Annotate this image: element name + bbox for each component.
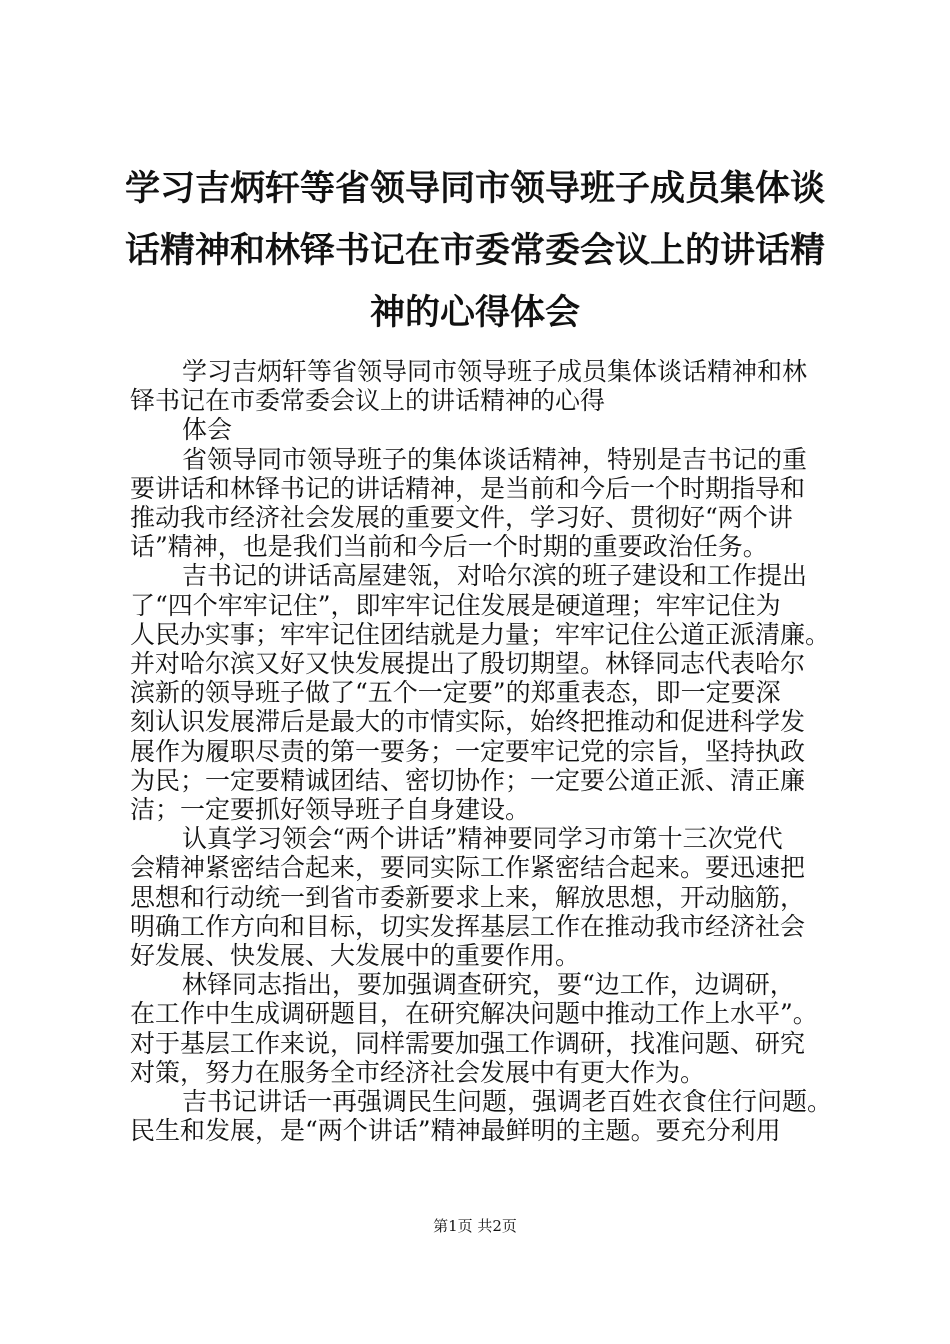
- body-line: 林铎同志指出，要加强调查研究，要“边工作，边调研，: [182, 970, 795, 1000]
- body-line: 会精神紧密结合起来，要同实际工作紧密结合起来。要迅速把: [130, 853, 806, 883]
- document-title: [110, 158, 840, 344]
- body-line: 滨新的领导班子做了“五个一定要”的郑重表态，即一定要深: [130, 678, 781, 708]
- body-line: 洁；一定要抓好领导班子自身建设。: [130, 795, 531, 825]
- body-line: 体会: [182, 415, 233, 445]
- body-line: 并对哈尔滨又好又快发展提出了殷切期望。林铎同志代表哈尔: [130, 649, 806, 679]
- body-line: 推动我市经济社会发展的重要文件，学习好、贯彻好“两个讲: [130, 503, 793, 533]
- body-line: 学习吉炳轩等省领导同市领导班子成员集体谈话精神和林: [182, 357, 808, 386]
- body-line: 话”精神，也是我们当前和今后一个时期的重要政治任务。: [130, 532, 768, 562]
- body-line: 民生和发展，是“两个讲话”精神最鲜明的主题。要充分利用: [130, 1116, 781, 1146]
- body-line: 对策，努力在服务全市经济社会发展中有更大作为。: [130, 1057, 706, 1087]
- title-line: 神的心得体会: [369, 293, 580, 333]
- title-line: 学习吉炳轩等省领导同市领导班子成员集体谈: [124, 169, 825, 209]
- body-line: 要讲话和林铎书记的讲话精神，是当前和今后一个时期指导和: [130, 473, 806, 503]
- body-line: 在工作中生成调研题目，在研究解决问题中推动工作上水平”。: [130, 999, 818, 1029]
- body-line: 了“四个牢牢记住”，即牢牢记住发展是硬道理；牢牢记住为: [130, 590, 781, 620]
- title-line: 话精神和林铎书记在市委常委会议上的讲话精: [124, 231, 825, 271]
- body-line: 认真学习领会“两个讲话”精神要同学习市第十三次党代: [182, 824, 783, 854]
- body-line: 展作为履职尽责的第一要务；一定要牢记党的宗旨，坚持执政: [130, 736, 806, 766]
- body-line: 人民办实事；牢牢记住团结就是力量；牢牢记住公道正派清廉。: [130, 619, 831, 649]
- body-line: 吉书记讲话一再强调民生问题，强调老百姓衣食住行问题。: [182, 1087, 833, 1117]
- page-footer: [0, 1216, 950, 1236]
- body-line: 为民；一定要精诚团结、密切协作；一定要公道正派、清正廉: [130, 765, 806, 795]
- body-line: 好发展、快发展、大发展中的重要作用。: [130, 941, 581, 971]
- body-line: 思想和行动统一到省市委新要求上来，解放思想，开动脑筋，: [130, 882, 806, 912]
- document-body: [130, 357, 840, 1145]
- body-line: 明确工作方向和目标，切实发挥基层工作在推动我市经济社会: [130, 911, 806, 941]
- body-line: 铎书记在市委常委会议上的讲话精神的心得: [130, 386, 606, 416]
- body-line: 省领导同市领导班子的集体谈话精神，特别是吉书记的重: [182, 444, 808, 474]
- page-number: 第1页 共2页: [433, 1217, 517, 1235]
- body-line: 对于基层工作来说，同样需要加强工作调研，找准问题、研究: [130, 1028, 806, 1058]
- body-line: 刻认识发展滞后是最大的市情实际，始终把推动和促进科学发: [130, 707, 806, 737]
- body-line: 吉书记的讲话高屋建瓴，对哈尔滨的班子建设和工作提出: [182, 561, 808, 591]
